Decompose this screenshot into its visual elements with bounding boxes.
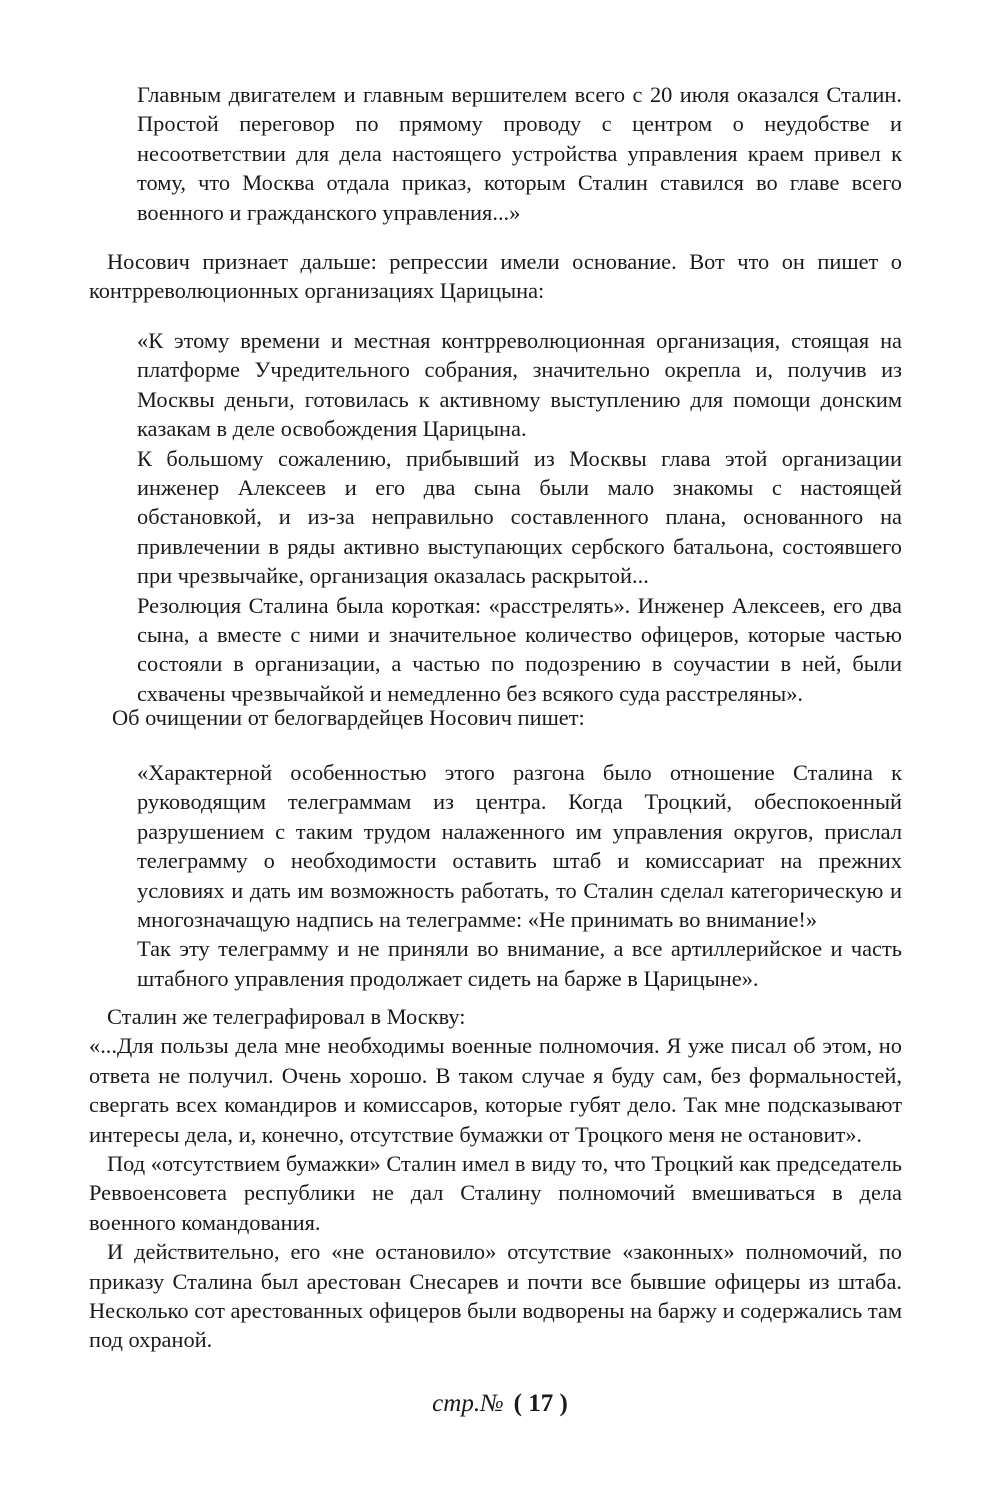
quote-2-line-1: «К этому времени и местная контрреволюционная организация, стоящая на платформе Учредительного собрания, значительно окрепла и, получив из Москвы деньги, готовилась к активному выступлению для помощи донским казакам в деле освобождения Царицына.: [137, 328, 902, 442]
quote-3-line-1: «Характерной особенностью этого разгона было отношение Сталина к руководящим телеграммам из центра. Когда Троцкий, обеспокоенный разрушением с таким трудом налаженного им управления округов, прислал телеграмму о необходимости оставить штаб и комиссариат на прежних условиях и дать им возможность работать, то Сталин сделал категорическую и многозначащую надпись на телеграмме: «Не принимать во внимание!»: [137, 760, 902, 933]
paragraph-3-line-1: Сталин же телеграфировал в Москву:: [107, 1004, 466, 1029]
page-footer: [0, 1390, 1000, 1418]
quote-2-line-3: Резолюция Сталина была короткая: «расстрелять». Инженер Алексеев, его два сына, а вместе с ними и значительное количество офицеров, которые частью состояли в организации, а частью по подозрению в соучастии в ней, были схвачены чрезвычайкой и немедленно без всякого суда расстреляны».: [137, 592, 902, 706]
paragraph-3-line-3: Под «отсутствием бумажки» Сталин имел в виду то, что Троцкий как председатель Реввоенсовета республики не дал Сталину полномочий вмешиваться в дела военного командования.: [89, 1151, 902, 1235]
page-number: ( 17 ): [513, 1390, 568, 1417]
paragraph-3-line-4: И действительно, его «не остановило» отсутствие «законных» полномочий, по приказу Сталина был арестован Снесарев и почти все бывшие офицеры из штаба. Несколько сот арестованных офицеров были водворены на баржу и содержались там под охраной.: [89, 1239, 902, 1353]
paragraph-1-text: Носович признает дальше: репрессии имели основание. Вот что он пишет о контрреволюционных организациях Царицына:: [89, 249, 902, 304]
paragraph-3: [89, 1002, 902, 1355]
paragraph-2-text: Об очищении от белогвардейцев Носович пишет:: [112, 705, 585, 730]
quote-block-2: [137, 326, 902, 708]
paragraph-2: [112, 703, 902, 732]
paragraph-1: [89, 247, 902, 306]
quote-2-line-2: К большому сожалению, прибывший из Москвы глава этой организации инженер Алексеев и его два сына были мало знакомы с настоящей обстановкой, и из-за неправильно составленного плана, основанного на привлечении в ряды активно выступающих сербского батальона, состоявшего при чрезвычайке, организация оказалась раскрытой...: [137, 445, 902, 589]
quote-1-text: Главным двигателем и главным вершителем всего с 20 июля оказался Сталин. Простой переговор по прямому проводу с центром о неудобстве и несоответствии для дела настоящего устройства управления краем привел к тому, что Москва отдала приказ, которым Сталин ставился во главе всего военного и гражданского управления...»: [137, 82, 902, 225]
quote-3-line-2: Так эту телеграмму и не приняли во внимание, а все артиллерийское и часть штабного управления продолжает сидеть на барже в Царицыне».: [137, 936, 902, 991]
page-label: стр.№: [432, 1390, 504, 1417]
quote-block-3: [137, 758, 902, 993]
quote-block-1: [137, 80, 902, 227]
paragraph-3-line-2: «...Для пользы дела мне необходимы военные полномочия. Я уже писал об этом, но ответа не получил. Очень хорошо. В таком случае я буду сам, без формальностей, свергать всех командиров и комиссаров, которые губят дело. Так мне подсказывают интересы дела, и, конечно, отсутствие бумажки от Троцкого меня не остановит».: [89, 1033, 902, 1147]
